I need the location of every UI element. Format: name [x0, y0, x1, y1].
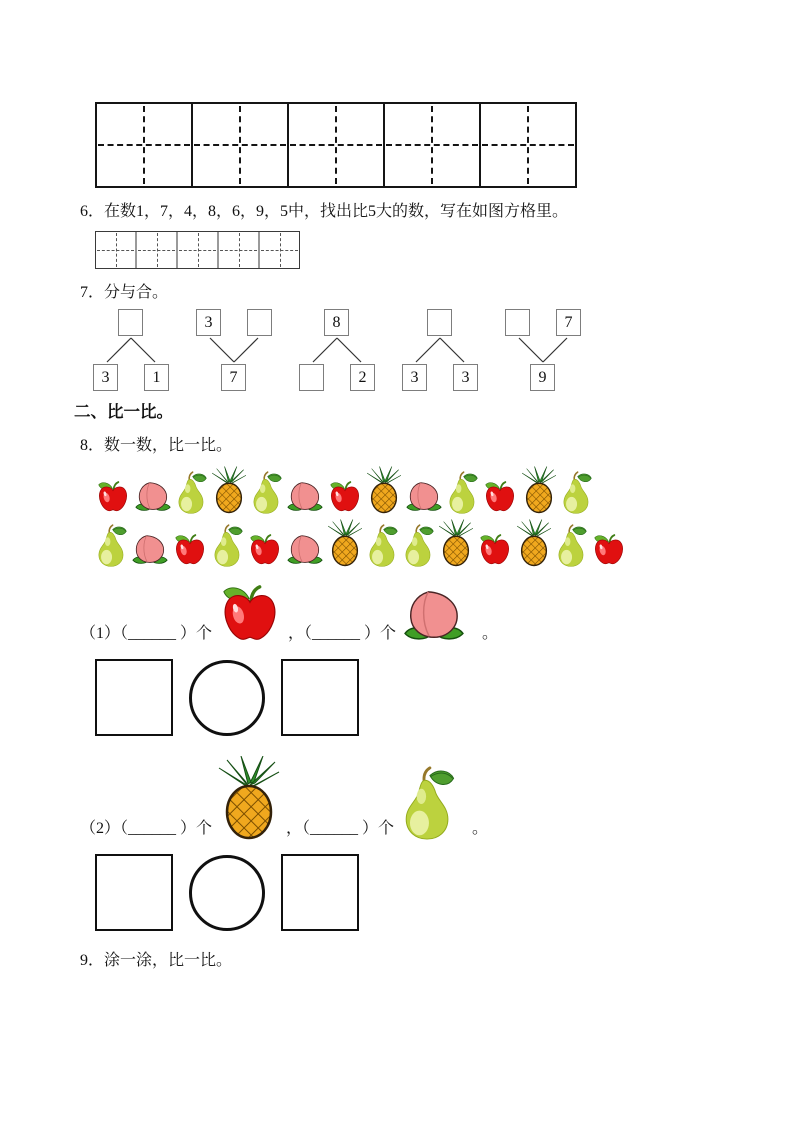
pear-icon: [555, 524, 588, 567]
bond-lines: [93, 309, 169, 391]
pineapple-icon: [217, 756, 281, 840]
apple-icon: [172, 533, 208, 567]
number-bond: [196, 309, 272, 391]
q8-sub1-compare: [95, 659, 794, 736]
bond-lines: [299, 309, 375, 391]
pear-icon: [399, 766, 457, 840]
bond-box-filled: 2: [350, 364, 375, 391]
apple-icon: [247, 533, 283, 567]
q8-sub1-line: [80, 583, 794, 645]
q8-sub2-compare: [95, 854, 794, 931]
blank-count-b[interactable]: ，（______ ）个: [286, 820, 395, 837]
compare-circle[interactable]: [189, 660, 265, 736]
peach-icon: [131, 534, 169, 567]
count-box-right[interactable]: [281, 659, 359, 736]
writing-cell[interactable]: [178, 232, 219, 268]
bond-lines: [402, 309, 478, 391]
peach-icon: [286, 481, 324, 514]
pear-icon: [366, 524, 399, 567]
q8-sub2-line: [80, 756, 794, 840]
pear-icon: [446, 471, 479, 514]
pear-icon: [211, 524, 244, 567]
writing-grid-large: [95, 102, 577, 188]
writing-cell[interactable]: [137, 232, 178, 268]
bond-box-filled: 9: [530, 364, 555, 391]
peach-icon: [134, 481, 172, 514]
writing-cell[interactable]: [193, 104, 289, 186]
pineapple-icon: [366, 466, 402, 514]
blank-count-a[interactable]: （2）（______ ）个: [80, 820, 213, 837]
writing-cell[interactable]: [96, 232, 137, 268]
apple-icon: [477, 533, 513, 567]
writing-cell[interactable]: [219, 232, 260, 268]
peach-icon: [401, 589, 467, 645]
apple-image: [217, 583, 283, 645]
period: 。: [472, 820, 489, 837]
writing-cell[interactable]: [289, 104, 385, 186]
apple-icon: [217, 583, 283, 645]
number-bonds-row: [93, 309, 794, 391]
pear-icon: [95, 524, 128, 567]
question-7-text: 7．分与合。: [80, 284, 169, 301]
bond-box-filled: 3: [196, 309, 221, 336]
number-bond: [505, 309, 581, 391]
fruit-row-1: [95, 466, 794, 514]
number-bond: [93, 309, 169, 391]
bond-box-filled: 3: [93, 364, 118, 391]
blank-count-a[interactable]: （1）（______ ）个: [80, 625, 213, 642]
bond-lines: [505, 309, 581, 391]
apple-icon: [95, 480, 131, 514]
bond-box-filled: 8: [324, 309, 349, 336]
pineapple-icon: [327, 519, 363, 567]
apple-icon: [482, 480, 518, 514]
number-bond: [299, 309, 375, 391]
pineapple-icon: [211, 466, 247, 514]
peach-image: [401, 589, 467, 645]
pear-icon: [250, 471, 283, 514]
section-2-title: 二、比一比。: [74, 402, 173, 421]
pineapple-image: [217, 756, 281, 840]
question-6-text: 6．在数1，7，4，8，6，9，5中，找出比5大的数，写在如图方格里。: [80, 203, 569, 220]
compare-circle[interactable]: [189, 855, 265, 931]
pineapple-icon: [521, 466, 557, 514]
bond-box-filled: 1: [144, 364, 169, 391]
bond-lines: [196, 309, 272, 391]
count-box-right[interactable]: [281, 854, 359, 931]
question-8-text: 8．数一数，比一比。: [80, 437, 233, 454]
bond-box-filled: 7: [556, 309, 581, 336]
period: 。: [482, 625, 499, 642]
bond-box-filled: 3: [402, 364, 427, 391]
answer-grid-small: [95, 231, 300, 269]
apple-icon: [327, 480, 363, 514]
pineapple-icon: [438, 519, 474, 567]
writing-cell[interactable]: [260, 232, 299, 268]
writing-cell[interactable]: [385, 104, 481, 186]
peach-icon: [405, 481, 443, 514]
bond-box-filled: 3: [453, 364, 478, 391]
writing-cell[interactable]: [97, 104, 193, 186]
blank-count-b[interactable]: ，（______ ）个: [288, 625, 397, 642]
number-bond: [402, 309, 478, 391]
pear-icon: [402, 524, 435, 567]
count-box-left[interactable]: [95, 659, 173, 736]
pear-icon: [560, 471, 593, 514]
question-9-text: 9．涂一涂，比一比。: [80, 952, 233, 969]
pear-icon: [175, 471, 208, 514]
bond-box-filled: 7: [221, 364, 246, 391]
pear-image: [399, 766, 457, 840]
apple-icon: [591, 533, 627, 567]
count-box-left[interactable]: [95, 854, 173, 931]
fruit-row-2: [95, 519, 794, 567]
peach-icon: [286, 534, 324, 567]
writing-cell[interactable]: [481, 104, 575, 186]
pineapple-icon: [516, 519, 552, 567]
